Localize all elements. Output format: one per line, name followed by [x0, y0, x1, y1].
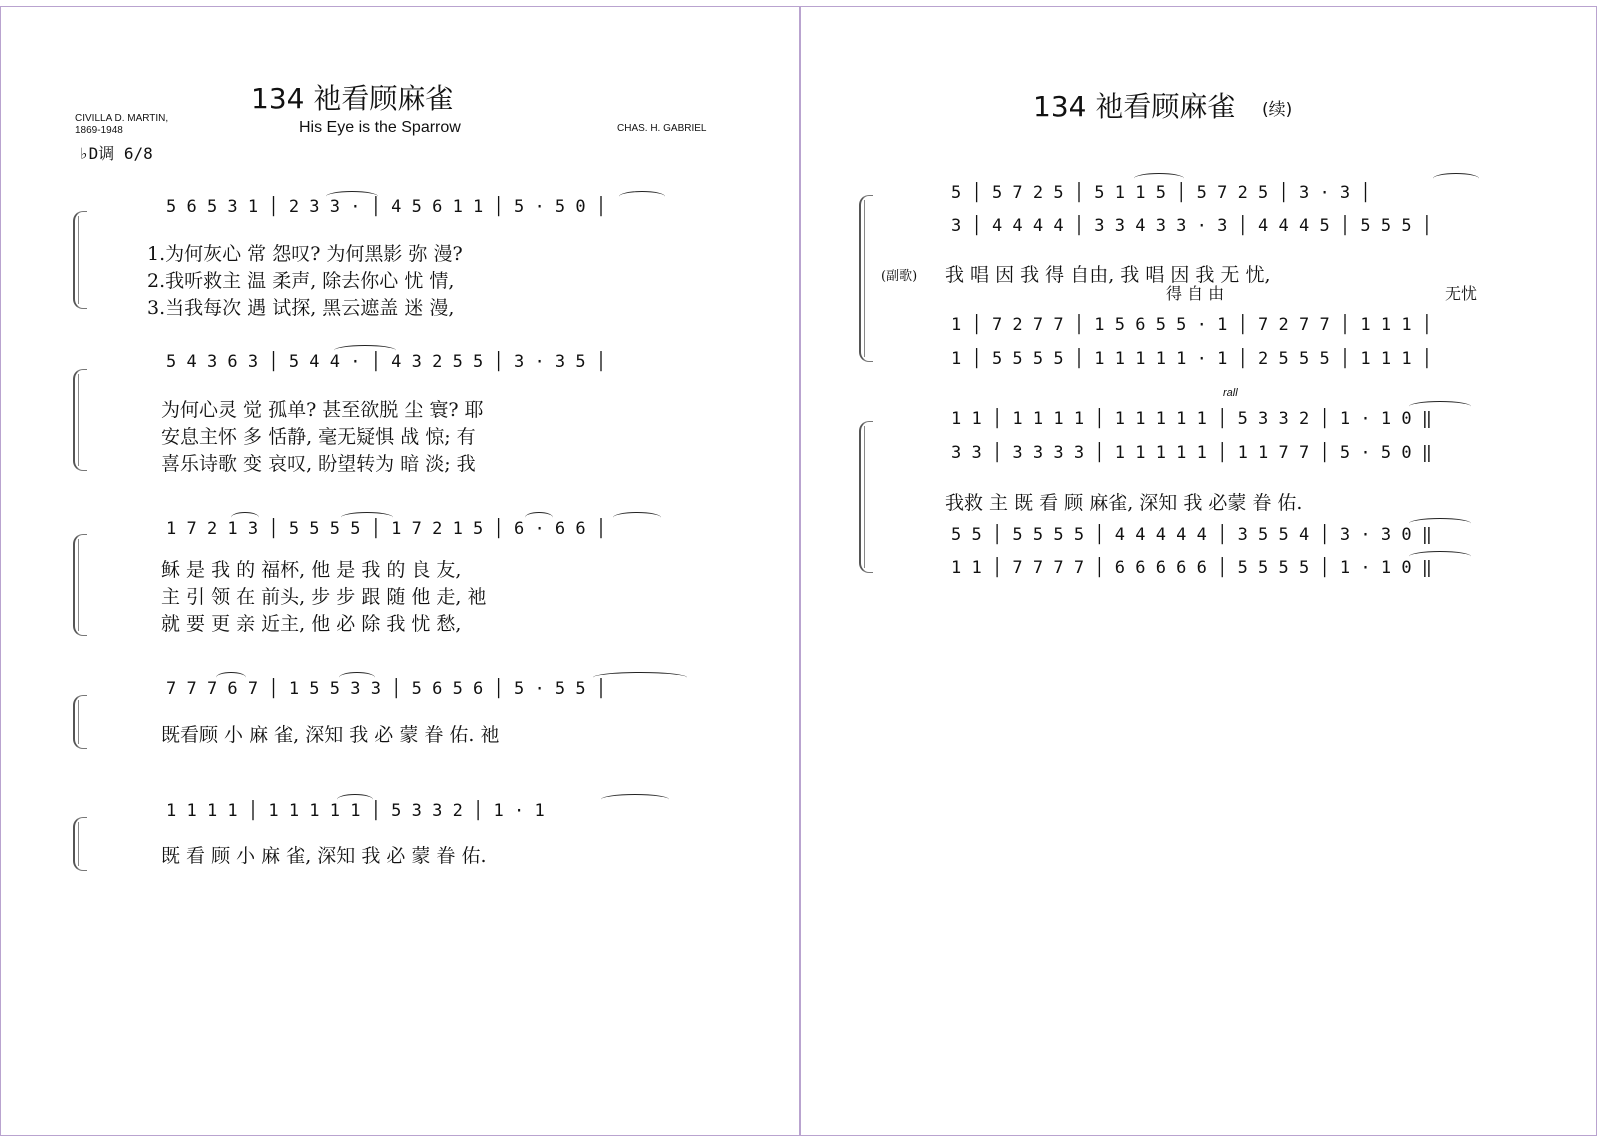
key-signature: ♭D调 6/8	[79, 144, 153, 163]
notation-line: 5 4 3 6 3 │ 5 4 4 · │ 4 3 2 5 5 │ 3 · 3 5 │	[166, 352, 607, 372]
slur	[1409, 518, 1471, 529]
slur	[216, 672, 246, 683]
left-title: 134 祂看顾麻雀	[251, 82, 454, 115]
notation-line: 5 5 │ 5 5 5 5 │ 4 4 4 4 4 │ 3 5 5 4 │ 3 · 3 0 ‖	[951, 525, 1433, 545]
notation-line: 7 7 7 6 7 │ 1 5 5 3 3 │ 5 6 5 6 │ 5 · 5 5 │	[166, 679, 607, 699]
lyric-line: 1.为何灰心 常 怨叹? 为何黑影 弥 漫?	[147, 243, 463, 265]
lyric-line: 安息主怀 多 恬静, 毫无疑惧 战 惊; 有	[161, 426, 476, 448]
alt-lyric: 得 自 由	[1166, 284, 1225, 303]
left-page	[0, 6, 800, 1136]
slur	[601, 794, 669, 805]
lyric-line: 主 引 领 在 前头, 步 步 跟 随 他 走, 祂	[161, 586, 487, 608]
notation-line: 3 │ 4 4 4 4 │ 3 3 4 3 3 · 3 │ 4 4 4 5 │ 5 5 5 │	[951, 216, 1433, 236]
slur	[1134, 173, 1184, 184]
lyricist-name: CIVILLA D. MARTIN,	[75, 113, 169, 124]
lyric-line: 就 要 更 亲 近主, 他 必 除 我 忧 愁,	[161, 613, 462, 635]
system-bracket	[73, 534, 87, 636]
system-bracket	[859, 421, 873, 573]
notation-line: 3 3 │ 3 3 3 3 │ 1 1 1 1 1 │ 1 1 7 7 │ 5 · 5 0 ‖	[951, 443, 1433, 463]
chorus-lyric: 我 唱 因 我 得 自由, 我 唱 因 我 无 忧,	[945, 264, 1271, 286]
slur	[1409, 401, 1471, 412]
system-bracket	[73, 695, 87, 749]
notation-line: 1 1 │ 1 1 1 1 │ 1 1 1 1 1 │ 5 3 3 2 │ 1 · 1 0 ‖	[951, 409, 1433, 429]
slur	[334, 345, 396, 356]
slur	[339, 672, 375, 683]
lyric-line: 既 看 顾 小 麻 雀, 深知 我 必 蒙 眷 佑.	[161, 845, 487, 867]
alt-lyric: 无忧	[1445, 284, 1478, 303]
slur	[1433, 173, 1479, 184]
system-bracket	[73, 211, 87, 309]
chorus-label: (副歌)	[881, 269, 918, 284]
slur	[337, 794, 373, 805]
slur	[231, 512, 259, 523]
slur	[593, 672, 687, 683]
lyric-line: 喜乐诗歌 变 哀叹, 盼望转为 暗 淡; 我	[161, 453, 476, 475]
slur	[613, 512, 661, 523]
composer-name: CHAS. H. GABRIEL	[617, 123, 707, 134]
notation-line: 1 │ 5 5 5 5 │ 1 1 1 1 1 · 1 │ 2 5 5 5 │ 1 1 1 │	[951, 349, 1433, 369]
right-title: 134 祂看顾麻雀	[1033, 90, 1236, 123]
rall-marking: rall	[1223, 387, 1238, 399]
english-subtitle: His Eye is the Sparrow	[299, 119, 461, 136]
slur	[1409, 551, 1471, 562]
slur	[525, 512, 553, 523]
notation-line: 1 7 2 1 3 │ 5 5 5 5 │ 1 7 2 1 5 │ 6 · 6 6 │	[166, 519, 607, 539]
continued-label: (续)	[1262, 100, 1293, 120]
system-bracket	[859, 195, 873, 362]
system-bracket	[73, 817, 87, 871]
lyric-line: 为何心灵 觉 孤单? 甚至欲脱 尘 寰? 耶	[161, 399, 484, 421]
notation-line: 5 6 5 3 1 │ 2 3 3 · │ 4 5 6 1 1 │ 5 · 5 0 │	[166, 197, 607, 217]
lyricist-years: 1869-1948	[75, 125, 123, 136]
lyric-line: 既看顾 小 麻 雀, 深知 我 必 蒙 眷 佑. 祂	[161, 724, 500, 746]
lyric-line: 2.我听救主 温 柔声, 除去你心 忧 情,	[147, 270, 455, 292]
slur	[326, 191, 378, 202]
notation-line: 1 1 1 1 │ 1 1 1 1 1 │ 5 3 3 2 │ 1 · 1	[166, 801, 545, 821]
lyric-line: 3.当我每次 遇 试探, 黑云遮盖 迷 漫,	[147, 297, 455, 319]
notation-line: 1 │ 7 2 7 7 │ 1 5 6 5 5 · 1 │ 7 2 7 7 │ 1 1 1 │	[951, 315, 1433, 335]
right-page	[800, 6, 1597, 1136]
notation-line: 1 1 │ 7 7 7 7 │ 6 6 6 6 6 │ 5 5 5 5 │ 1 · 1 0 ‖	[951, 558, 1433, 578]
chorus-lyric: 我救 主 既 看 顾 麻雀, 深知 我 必蒙 眷 佑.	[945, 492, 1303, 514]
notation-line: 5 │ 5 7 2 5 │ 5 1 1 5 │ 5 7 2 5 │ 3 · 3 │	[951, 183, 1371, 203]
slur	[619, 191, 665, 202]
system-bracket	[73, 369, 87, 471]
lyric-line: 稣 是 我 的 福杯, 他 是 我 的 良 友,	[161, 559, 462, 581]
slur	[341, 512, 393, 523]
